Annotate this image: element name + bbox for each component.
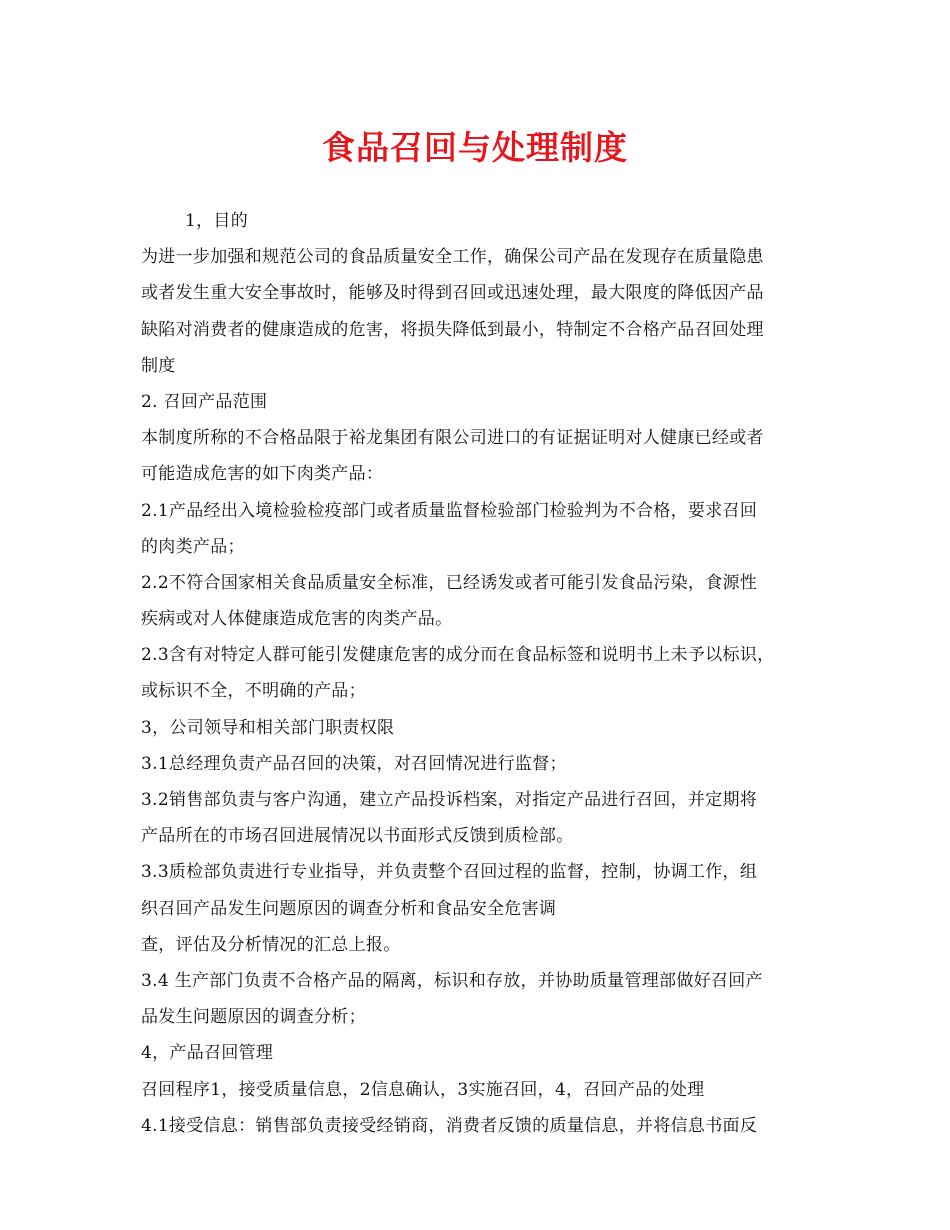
paragraph-line: 为进一步加强和规范公司的食品质量安全工作，确保公司产品在发现存在质量隐患 xyxy=(141,247,764,268)
paragraph-line: 本制度所称的不合格品限于裕龙集团有限公司进口的有证据证明对人健康已经或者 xyxy=(141,428,764,449)
paragraph-line: 3.2销售部负责与客户沟通，建立产品投诉档案，对指定产品进行召回，并定期将 xyxy=(141,790,758,810)
document-body xyxy=(141,203,831,1144)
paragraph-line: 2.1产品经出入境检验检疫部门或者质量监督检验部门检验判为不合格，要求召回 xyxy=(141,500,758,521)
paragraph-line: 4.1接受信息：销售部负责接受经销商，消费者反馈的质量信息，并将信息书面反 xyxy=(141,1115,758,1136)
paragraph-line: 织召回产品发生问题原因的调查分析和食品安全危害调 xyxy=(141,898,557,919)
paragraph-line: 2.2不符合国家相关食品质量安全标准，已经诱发或者可能引发食品污染，食源性 xyxy=(141,572,758,593)
section-heading-responsibilities: 3，公司领导和相关部门职责权限 xyxy=(141,717,395,738)
document-title: 食品召回与处理制度 xyxy=(322,128,628,167)
paragraph-line: 制度 xyxy=(141,355,176,376)
paragraph-line: 3.4 生产部门负责不合格产品的隔离，标识和存放，并协助质量管理部做好召回产 xyxy=(141,970,763,991)
paragraph-line: 疾病或对人体健康造成危害的肉类产品。 xyxy=(141,609,453,630)
paragraph-line: 可能造成危害的如下肉类产品： xyxy=(141,464,384,485)
paragraph-line: 或标识不全，不明确的产品； xyxy=(141,681,366,702)
paragraph-line: 或者发生重大安全事故时，能够及时得到召回或迅速处理，最大限度的降低因产品 xyxy=(141,283,764,304)
paragraph-line: 召回程序1，接受质量信息，2信息确认，3实施召回，4，召回产品的处理 xyxy=(141,1079,705,1100)
paragraph-line: 3.3质检部负责进行专业指导，并负责整个召回过程的监督，控制，协调工作，组 xyxy=(141,862,758,883)
paragraph-line: 缺陷对消费者的健康造成的危害，将损失降低到最小，特制定不合格产品召回处理 xyxy=(141,319,764,340)
paragraph-line: 查，评估及分析情况的汇总上报。 xyxy=(141,934,401,955)
section-heading-purpose: 1，目的 xyxy=(185,211,249,231)
paragraph-line: 的肉类产品； xyxy=(141,536,245,557)
section-heading-recall-management: 4，产品召回管理 xyxy=(141,1043,274,1064)
paragraph-line: 品发生问题原因的调查分析； xyxy=(141,1007,366,1028)
paragraph-line: 3.1总经理负责产品召回的决策，对召回情况进行监督； xyxy=(141,753,567,774)
section-heading-scope: 2. 召回产品范围 xyxy=(141,391,268,412)
paragraph-line: 2.3含有对特定人群可能引发健康危害的成分而在食品标签和说明书上未予以标识， xyxy=(141,645,775,666)
paragraph-line: 产品所在的市场召回进展情况以书面形式反馈到质检部。 xyxy=(141,826,574,847)
